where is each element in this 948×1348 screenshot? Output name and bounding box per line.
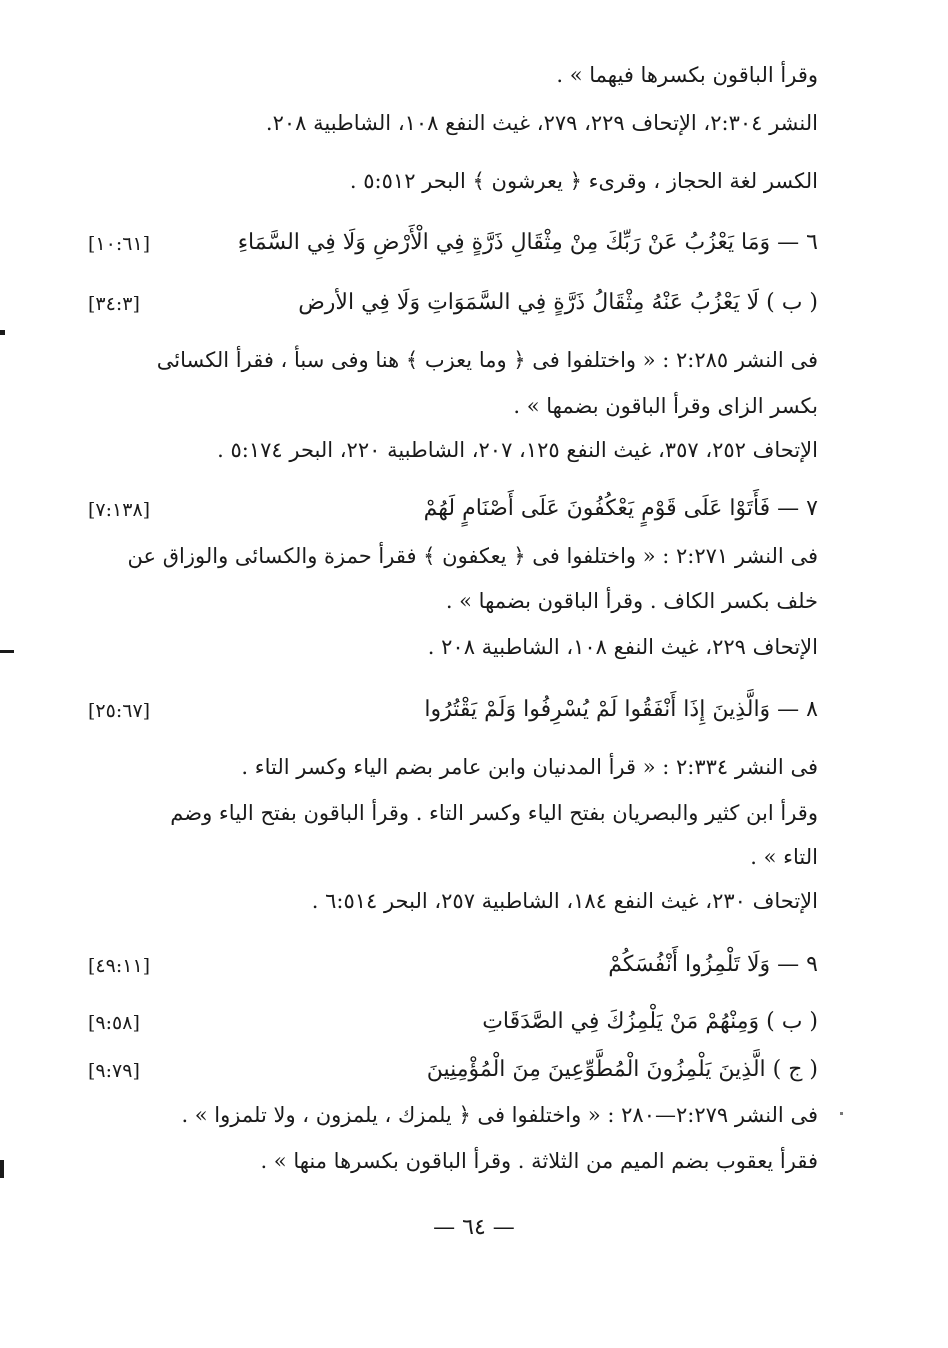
text-line: فى النشر ٢:٢٧١ : « واختلفوا فى ﴿ يعكفون ﴾ فقرأ حمزة والكسائى والوزاق عن xyxy=(127,544,818,568)
text-line: فى النشر ٢:٢٧٩—٢٨٠ : « واختلفوا فى ﴿ يلمزك ، يلمزون ، ولا تلمزوا » . xyxy=(181,1103,818,1127)
verse-reference: [٧:١٣٨] xyxy=(88,499,151,521)
verse-reference: [٢٥:٦٧] xyxy=(88,700,151,722)
verse-reference: [٩:٧٩] xyxy=(88,1060,140,1082)
scan-mark xyxy=(0,330,5,335)
verse-line: ( ب ) لَا يَعْزُبُ عَنْهُ مِثْقَالُ ذَرَّةٍ فِي السَّمَوَاتِ وَلَا فِي الأرض xyxy=(298,290,818,315)
scan-mark xyxy=(0,650,14,653)
text-line: فقرأ يعقوب بضم الميم من الثلاثة . وقرأ الباقون بكسرها منها » . xyxy=(260,1149,818,1173)
scan-mark xyxy=(840,1112,843,1115)
verse-reference: [٩:٥٨] xyxy=(88,1012,140,1034)
page-number: — ٦٤ — xyxy=(433,1215,515,1240)
text-line: فى النشر ٢:٢٨٥ : « واختلفوا فى ﴿ وما يعزب ﴾ هنا وفى سبأ ، فقرأ الكسائى xyxy=(156,348,818,372)
verse-reference: [٤٩:١١] xyxy=(88,955,151,977)
verse-line: ٦ — وَمَا يَعْزُبُ عَنْ رَبِّكَ مِنْ مِثْقَالِ ذَرَّةٍ فِي الْأَرْضِ وَلَا فِي السَّمَاءِ xyxy=(237,230,818,255)
source-line: الإتحاف ٢٢٩، غيث النفع ١٠٨، الشاطبية ٢٠٨ . xyxy=(427,635,818,659)
verse-line: ( ب ) وَمِنْهُمْ مَنْ يَلْمِزُكَ فِي الصَّدَقَاتِ xyxy=(482,1009,818,1034)
text-line: وقرأ الباقون بكسرها فيهما » . xyxy=(556,63,818,87)
source-line: الإتحاف ٢٣٠، غيث النفع ١٨٤، الشاطبية ٢٥٧، البحر ٦:٥١٤ . xyxy=(311,889,818,913)
verse-reference: [٣٤:٣] xyxy=(88,293,140,315)
source-line: النشر ٢:٣٠٤، الإتحاف ٢٢٩، ٢٧٩، غيث النفع ١٠٨، الشاطبية ٢٠٨. xyxy=(265,111,818,135)
text-line: خلف بكسر الكاف . وقرأ الباقون بضمها » . xyxy=(445,589,818,613)
text-line: الكسر لغة الحجاز ، وقرىء ﴿ يعرشون ﴾ البحر ٥:٥١٢ . xyxy=(349,169,818,193)
verse-line: ( ج ) الَّذِينَ يَلْمِزُونَ الْمُطَّوِّعِينَ مِنَ الْمُؤْمِنِينَ xyxy=(426,1057,818,1082)
source-line: الإتحاف ٢٥٢، ٣٥٧، غيث النفع ١٢٥، ٢٠٧، الشاطبية ٢٢٠، البحر ٥:١٧٤ . xyxy=(217,438,818,462)
text-line: وقرأ ابن كثير والبصريان بفتح الياء وكسر التاء . وقرأ الباقون بفتح الياء وضم xyxy=(170,801,818,825)
verse-line: ٩ — وَلَا تَلْمِزُوا أَنْفُسَكُمْ xyxy=(608,952,818,977)
text-line: بكسر الزاى وقرأ الباقون بضمها » . xyxy=(513,394,818,418)
text-line: فى النشر ٢:٣٣٤ : « قرأ المدنيان وابن عامر بضم الياء وكسر التاء . xyxy=(241,755,818,779)
scan-mark xyxy=(0,1160,4,1178)
verse-line: ٨ — وَالَّذِينَ إِذَا أَنْفَقُوا لَمْ يُسْرِفُوا وَلَمْ يَقْتُرُوا xyxy=(424,697,818,722)
verse-reference: [١٠:٦١] xyxy=(88,233,151,255)
verse-line: ٧ — فَأَتَوْا عَلَى قَوْمٍ يَعْكُفُونَ عَلَى أَصْنَامٍ لَهُمْ xyxy=(423,496,818,521)
text-line: التاء » . xyxy=(750,845,818,869)
